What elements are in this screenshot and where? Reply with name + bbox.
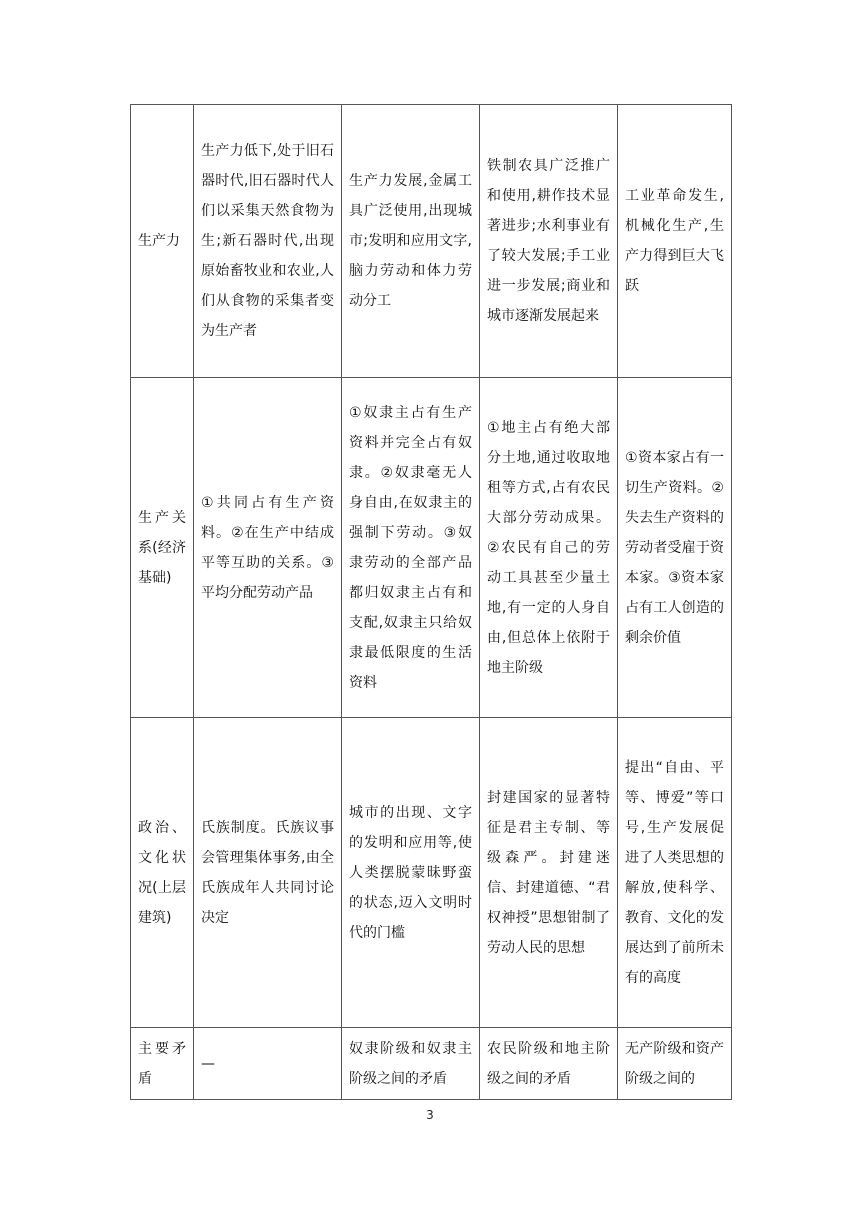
cell-feudal-productivity: 铁制农具广泛推广和使用,耕作技术显著进步;水利事业有了较大发展;手工业进一步发展;商业和城市逐渐发展起来 — [480, 105, 618, 378]
row-header-productivity: 生产力 — [131, 105, 194, 378]
social-forms-table — [130, 104, 732, 1100]
cell-feudal-relations: ①地主占有绝大部分土地,通过收取地租等方式,占有农民大部分劳动成果。②农民有自己的劳动工具甚至少量土地,有一定的人身自由,但总体上依附于地主阶级 — [480, 378, 618, 718]
cell-primitive-productivity: 生产力低下,处于旧石器时代,旧石器时代人们以采集天然食物为生;新石器时代,出现原始畜牧业和农业,人们从食物的采集者变为生产者 — [194, 105, 342, 378]
table-row-relations — [131, 378, 732, 718]
cell-feudal-superstructure: 封建国家的显著特征是君主专制、等级森严。封建迷信、封建道德、“君权神授”思想钳制了劳动人民的思想 — [480, 718, 618, 1028]
cell-primitive-superstructure: 氏族制度。氏族议事会管理集体事务,由全氏族成年人共同讨论决定 — [194, 718, 342, 1028]
cell-slavery-relations: ①奴隶主占有生产资料并完全占有奴隶。②奴隶毫无人身自由,在奴隶主的强制下劳动。③奴隶劳动的全部产品都归奴隶主占有和支配,奴隶主只给奴隶最低限度的生活资料 — [342, 378, 480, 718]
row-header-superstructure: 政治、文化状况(上层建筑) — [131, 718, 194, 1028]
table-row-contradiction — [131, 1028, 732, 1100]
cell-slavery-contradiction: 奴隶阶级和奴隶主阶级之间的矛盾 — [342, 1028, 480, 1100]
table-row-superstructure — [131, 718, 732, 1028]
cell-primitive-contradiction: — — [194, 1028, 342, 1100]
row-header-relations: 生产关系(经济基础) — [131, 378, 194, 718]
cell-capitalist-productivity: 工业革命发生,机械化生产,生产力得到巨大飞跃 — [618, 105, 732, 378]
cell-slavery-superstructure: 城市的出现、文字的发明和应用等,使人类摆脱蒙昧野蛮的状态,迈入文明时代的门槛 — [342, 718, 480, 1028]
page-number: 3 — [426, 1108, 434, 1122]
table-row-productivity — [131, 105, 732, 378]
row-header-contradiction: 主要矛盾 — [131, 1028, 194, 1100]
cell-capitalist-superstructure: 提出“自由、平等、博爱”等口号,生产发展促进了人类思想的解放,使科学、教育、文化的发展达到了前所未有的高度 — [618, 718, 732, 1028]
cell-capitalist-contradiction: 无产阶级和资产阶级之间的 — [618, 1028, 732, 1100]
cell-capitalist-relations: ①资本家占有一切生产资料。②失去生产资料的劳动者受雇于资本家。③资本家占有工人创造的剩余价值 — [618, 378, 732, 718]
cell-primitive-relations: ①共同占有生产资料。②在生产中结成平等互助的关系。③平均分配劳动产品 — [194, 378, 342, 718]
cell-slavery-productivity: 生产力发展,金属工具广泛使用,出现城市;发明和应用文字,脑力劳动和体力劳动分工 — [342, 105, 480, 378]
cell-feudal-contradiction: 农民阶级和地主阶级之间的矛盾 — [480, 1028, 618, 1100]
